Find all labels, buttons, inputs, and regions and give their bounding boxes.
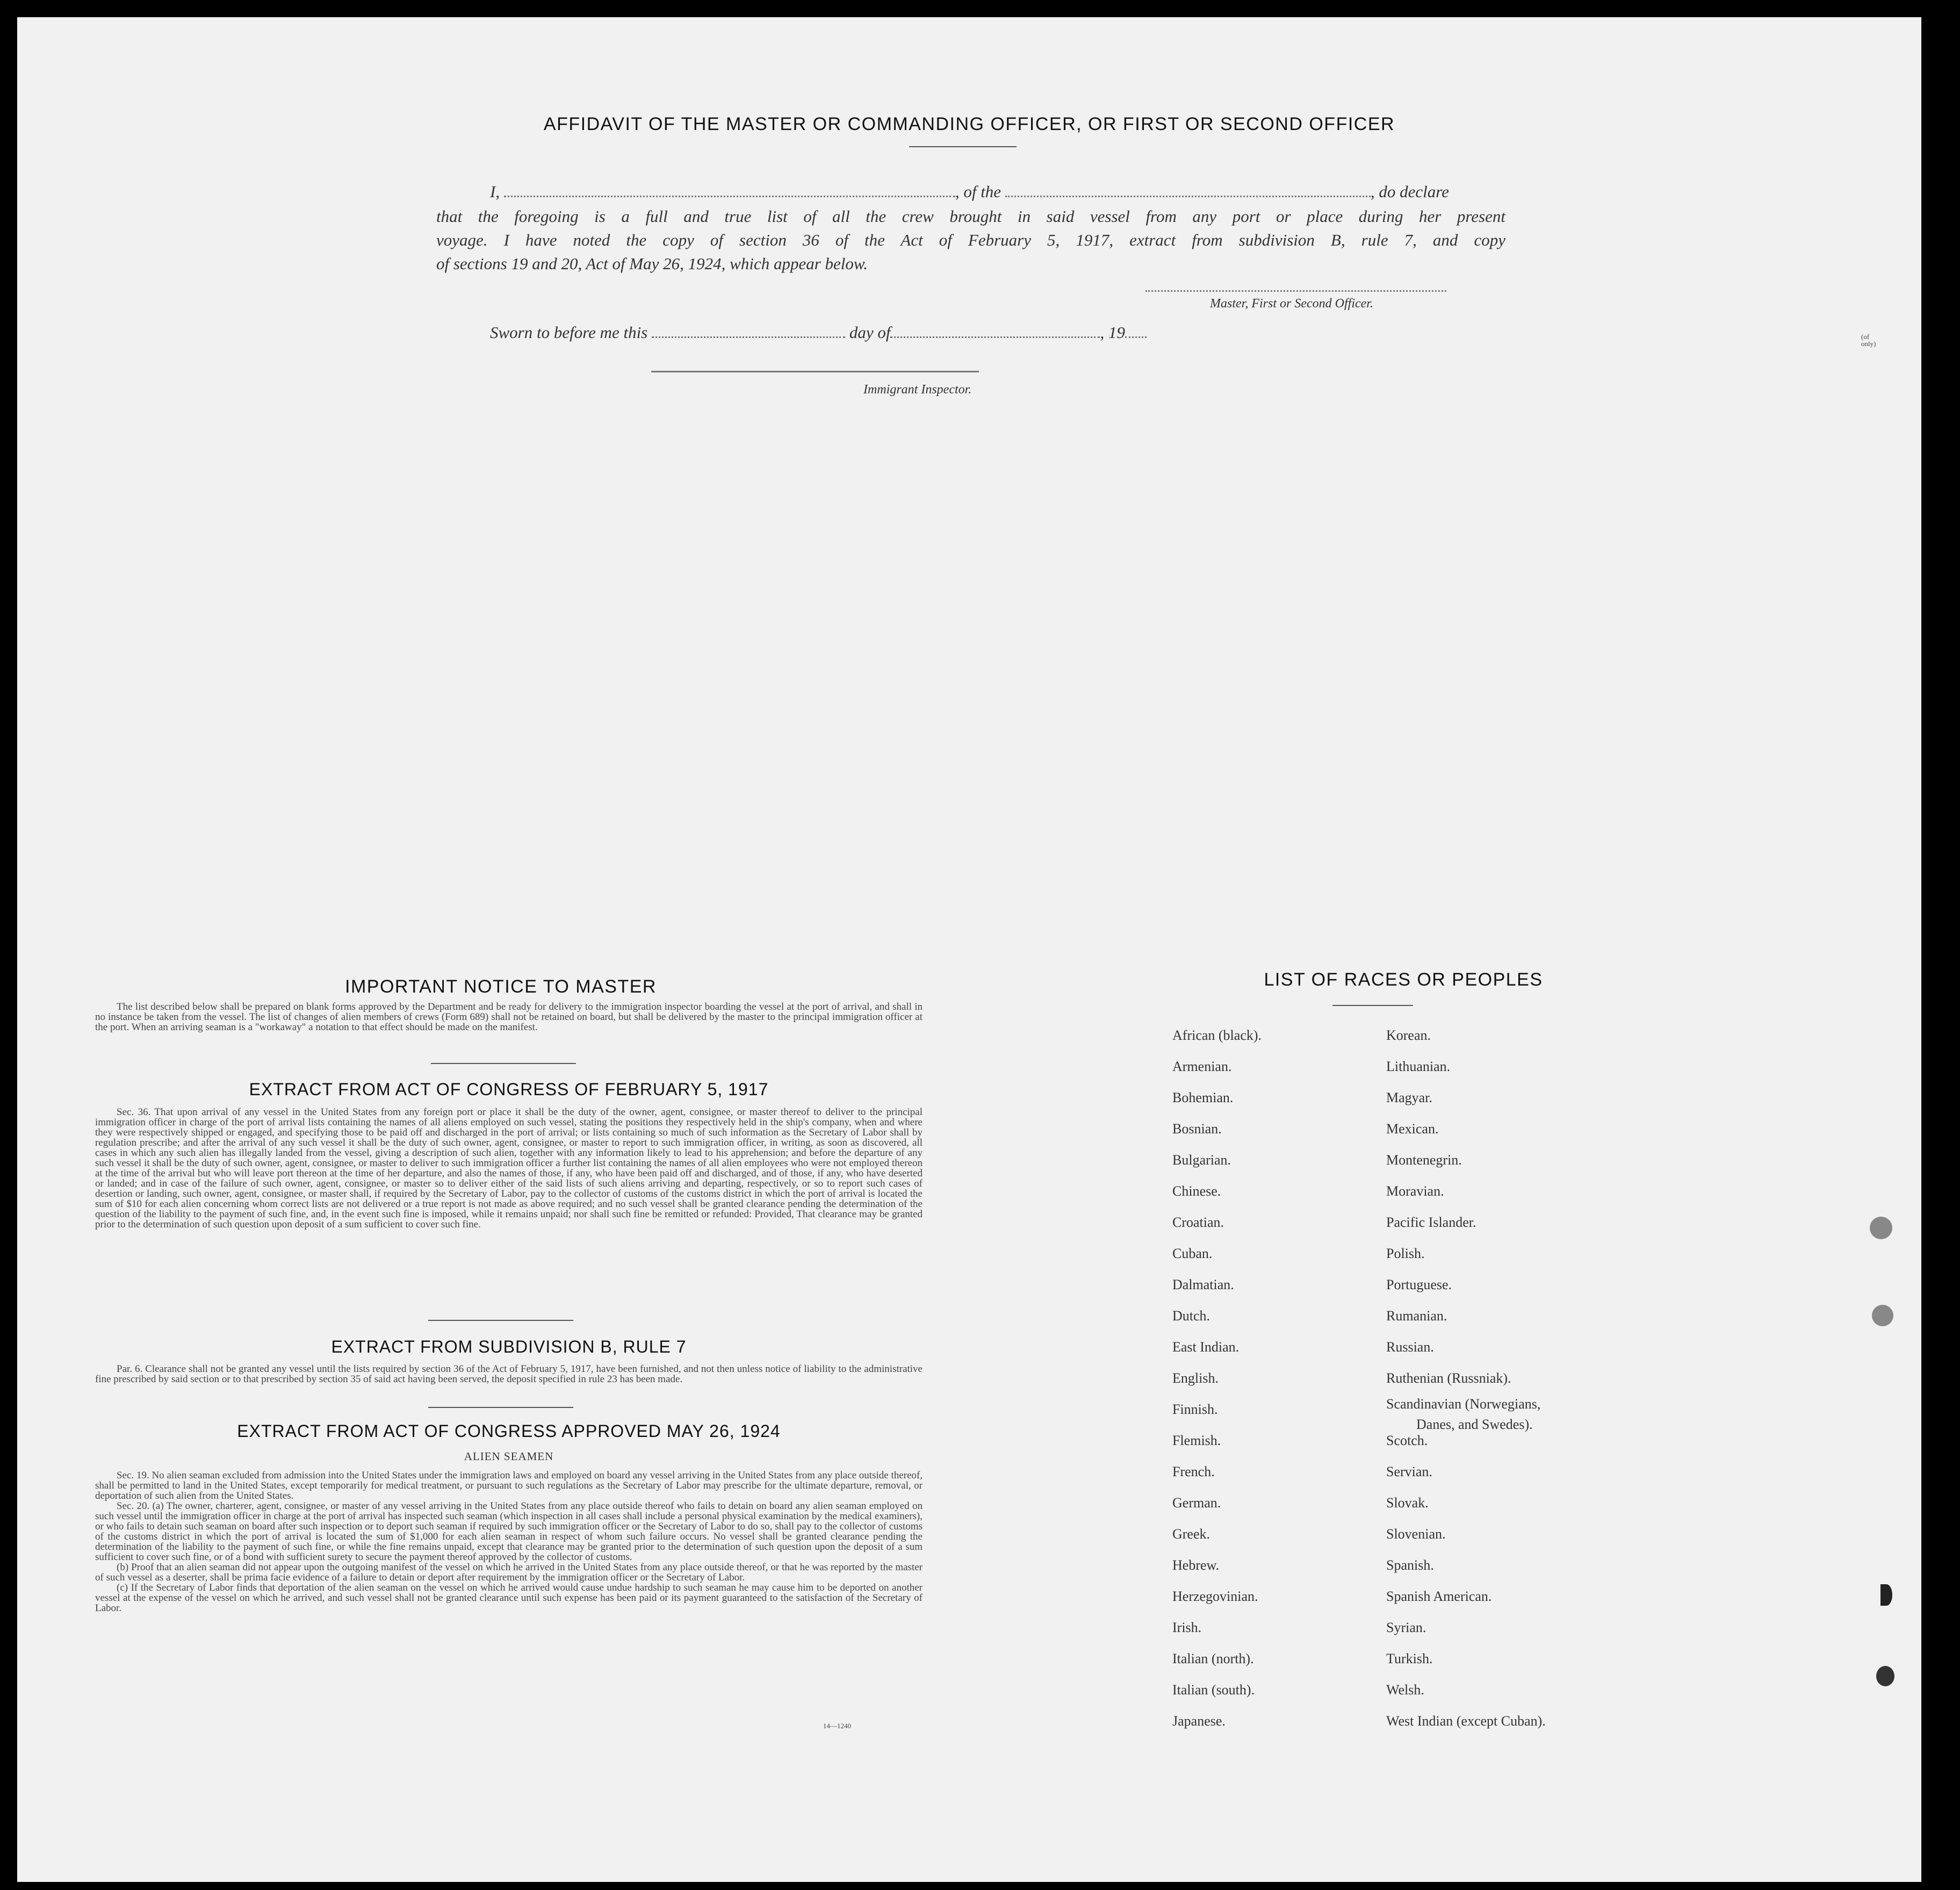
race-item: Irish. (1172, 1620, 1202, 1635)
binder-hole (1876, 1666, 1894, 1686)
race-item: Lithuanian. (1386, 1059, 1451, 1074)
month-blank[interactable] (890, 321, 1100, 338)
year-blank[interactable] (1125, 321, 1147, 338)
race-item: Italian (north). (1172, 1651, 1254, 1666)
inspector-signature-line[interactable] (651, 371, 979, 372)
race-item: Slovenian. (1386, 1526, 1446, 1542)
race-item: Moravian. (1386, 1183, 1444, 1199)
race-item: Scotch. (1386, 1433, 1428, 1448)
master-signature-label: Master, First or Second Officer. (1210, 297, 1373, 311)
day-blank[interactable] (652, 321, 845, 338)
race-item: Chinese. (1172, 1183, 1221, 1199)
race-item: Greek. (1172, 1526, 1210, 1542)
alien-seamen-subtitle: ALIEN SEAMEN (464, 1450, 554, 1463)
day-of-text: day of (849, 323, 891, 342)
race-item: Hebrew. (1172, 1557, 1220, 1573)
extract-1924-title: EXTRACT FROM ACT OF CONGRESS APPROVED MAY 26, 1924 (237, 1421, 781, 1441)
declare-do-declare: , do declare (1370, 182, 1449, 201)
section-divider (431, 1063, 576, 1064)
race-item: Armenian. (1172, 1059, 1232, 1074)
race-item: Italian (south). (1172, 1682, 1255, 1698)
race-item: Bohemian. (1172, 1090, 1234, 1105)
race-item: French. (1172, 1464, 1215, 1479)
races-divider (1332, 1005, 1413, 1006)
race-item: Magyar. (1386, 1090, 1432, 1105)
notice-title: IMPORTANT NOTICE TO MASTER (345, 976, 657, 997)
binder-hole (1870, 1217, 1892, 1239)
race-item: Croatian. (1172, 1215, 1224, 1230)
master-signature-line[interactable] (1145, 290, 1446, 292)
race-item: Rumanian. (1386, 1308, 1447, 1324)
race-item: German. (1172, 1495, 1221, 1511)
race-item: English. (1172, 1370, 1219, 1386)
extract-rule7-title: EXTRACT FROM SUBDIVISION B, RULE 7 (331, 1337, 687, 1356)
race-item: Montenegrin. (1386, 1152, 1462, 1168)
affidavit-title: AFFIDAVIT OF THE MASTER OR COMMANDING OFFICER, OR FIRST OR SECOND OFFICER (543, 114, 1395, 134)
declaration-line-4: of sections 19 and 20, Act of May 26, 1924, which appear below. (436, 254, 868, 273)
section-divider (428, 1320, 573, 1321)
binder-hole (1872, 1305, 1893, 1326)
sworn-line (490, 321, 1147, 342)
race-item: Russian. (1386, 1339, 1434, 1355)
extract-rule7-body (95, 1364, 923, 1384)
race-item: Servian. (1386, 1464, 1432, 1479)
declare-i: I, (490, 182, 500, 201)
race-item: African (black). (1172, 1027, 1262, 1043)
document-page (17, 17, 1921, 1882)
year-prefix: , 19 (1100, 323, 1125, 342)
title-divider (909, 146, 1017, 147)
declaration-line-1 (490, 181, 1449, 202)
margin-note: (of only) (1861, 333, 1876, 348)
sworn-text: Sworn to before me this (490, 323, 648, 342)
declaration-body (436, 205, 1505, 276)
notice-text: The list described below shall be prepared on blank forms approved by the Department and be ready for delivery to the immigration inspector boarding the vessel at the port of arrival, and shall in no instance be taken from the vessel. The list of changes of alien members of crews (Form 689) shall not be retained on board, but shall be delivered by the master to the principal immigration officer at the port. When an arriving seaman is a "workaway" a notation to that effect should be made on the manifest. (95, 1001, 923, 1033)
race-item: Spanish. (1386, 1557, 1434, 1573)
name-blank[interactable] (504, 181, 955, 197)
race-item: Slovak. (1386, 1495, 1429, 1511)
race-item: Turkish. (1386, 1651, 1433, 1666)
declaration-line-2: that the foregoing is a full and true list of all the crew brought in said vessel from any port or place during her present (436, 207, 1505, 226)
race-item: Bosnian. (1172, 1121, 1222, 1137)
sec-19-text: Sec. 19. No alien seaman excluded from admission into the United States under the immigration laws and employed on board any vessel arriving in the United States from any place outside thereof, shall be permitted to land in the United States, except temporarily for medical treatment, or pursuant to such regulations as the Secretary of Labor may prescribe for the ultimate departure, removal, or deportation of such alien from the United States. (95, 1470, 923, 1501)
binder-hole (1880, 1584, 1892, 1606)
race-item: Syrian. (1386, 1620, 1426, 1635)
notice-body (95, 1002, 923, 1032)
section-divider (428, 1407, 573, 1408)
sec-20c-text: (c) If the Secretary of Labor finds that deportation of the alien seaman on the vessel on which he arrived would cause undue hardship to such seaman he may cause him to be deported on another vessel at the expense of the vessel on which he arrived, and such vessel shall not be granted clearance until such expense has been paid or its payment guaranteed to the satisfaction of the Secretary of Labor. (95, 1582, 923, 1614)
race-item: East Indian. (1172, 1339, 1240, 1355)
race-item: Welsh. (1386, 1682, 1424, 1698)
race-item: Herzegovinian. (1172, 1589, 1258, 1604)
vessel-blank[interactable] (1005, 181, 1371, 197)
race-item: Cuban. (1172, 1246, 1213, 1261)
race-item-continuation: Danes, and Swedes). (1416, 1417, 1533, 1432)
race-item: Polish. (1386, 1246, 1425, 1261)
race-item: Portuguese. (1386, 1277, 1452, 1292)
race-item: Ruthenian (Russniak). (1386, 1370, 1511, 1386)
race-item: Korean. (1386, 1027, 1431, 1043)
race-item: West Indian (except Cuban). (1386, 1713, 1546, 1729)
race-item: Scandinavian (Norwegians, (1386, 1396, 1541, 1412)
race-item: Pacific Islander. (1386, 1215, 1476, 1230)
race-item: Bulgarian. (1172, 1152, 1231, 1168)
race-item: Dalmatian. (1172, 1277, 1234, 1292)
race-item: Mexican. (1386, 1121, 1439, 1137)
race-item: Flemish. (1172, 1433, 1221, 1448)
declare-of-the: , of the (955, 182, 1001, 201)
extract-1924-body (95, 1470, 923, 1613)
extract-1917-title: EXTRACT FROM ACT OF CONGRESS OF FEBRUARY 5, 1917 (249, 1080, 769, 1099)
races-title: LIST OF RACES OR PEOPLES (1264, 969, 1543, 990)
race-item: Finnish. (1172, 1402, 1218, 1417)
inspector-label: Immigrant Inspector. (863, 383, 972, 397)
race-item: Dutch. (1172, 1308, 1210, 1324)
form-number: 14—1240 (823, 1722, 851, 1730)
extract-1917-text: Sec. 36. That upon arrival of any vessel in the United States from any foreign port or place it shall be the duty of the owner, agent, consignee, or master thereof to deliver to the principal immigration officer in charge of the port of arrival lists containing the names of all aliens employed on such vessel, stating the positions they respectively held in the ship's company, when and where they were respectively shipped or engaged, and specifying those to be paid off and discharged in the port of arrival; or lists containing so much of such information as the Secretary of Labor shall by regulation prescribe; and after the arrival of any such vessel it shall be the duty of such owner, agent, consignee, or master to report to such immigration officer, in writing, as soon as discovered, all cases in which any such alien has illegally landed from the vessel, giving a description of such alien, together with any information likely to lead to his apprehension; and before the departure of any such vessel it shall be the duty of such owner, agent, consignee, or master to deliver to such immigration officer a further list containing the names of all alien employees who were not employed thereon at the time of the arrival but who will leave port thereon at the time of her departure, and also the names of those, if any, who have been paid off and discharged, and of those, if any, who have deserted or landed; and in case of the failure of such owner, agent, consignee, or master so to deliver either of the said lists of such aliens arriving and departing, respectively, or so to report such cases of desertion or landing, such owner, agent, consignee, or master shall, if required by the Secretary of Labor, pay to the collector of customs of the customs district in which the port of arrival is located the sum of $10 for each alien concerning whom correct lists are not delivered or a true report is not made as above required; and no such vessel shall be granted clearance pending the determination of the question of the liability to the payment of such fine, and, in the event such fine is imposed, while it remains unpaid; nor shall such fine be remitted or refunded: Provided, That clearance may be granted prior to the determination of such question upon deposit of a sum sufficient to cover such fine. (95, 1106, 923, 1230)
declaration-line-3: voyage. I have noted the copy of section 36 of the Act of February 5, 1917, extract from subdivision B, rule 7, and copy (436, 231, 1505, 249)
extract-rule7-text: Par. 6. Clearance shall not be granted any vessel until the lists required by section 36 of the Act of February 5, 1917, have been furnished, and not then unless notice of liability to the administrative fine prescribed by said section or to that prescribed by section 35 of said act having been served, the deposit specified in rule 23 has been made. (95, 1363, 923, 1385)
extract-1917-body (95, 1107, 923, 1230)
race-item: Spanish American. (1386, 1589, 1492, 1604)
sec-20b-text: (b) Proof that an alien seaman did not appear upon the outgoing manifest of the vessel on which he arrived in the United States from any place outside thereof, or that he was reported by the master of such vessel as a deserter, shall be prima facie evidence of a failure to detain or deport after requirement by the immigration officer or the Secretary of Labor. (95, 1562, 923, 1583)
sec-20a-text: Sec. 20. (a) The owner, charterer, agent, consignee, or master of any vessel arriving in the United States from any place outside thereof who fails to detain on board any alien seaman employed on such vessel until the immigration officer in charge at the port of arrival has inspected such seaman (which inspection in all cases shall include a personal physical examination by the medical examiners), or who fails to detain such seaman on board after such inspection or to deport such seaman if required by such immigration officer or the Secretary of Labor to do so, shall pay to the collector of customs of the customs district in which the port of arrival is located the sum of $1,000 for each alien seaman in respect of whom such failure occurs. No vessel shall be granted clearance pending the determination of the liability to the payment of such fine, or while the fine remains unpaid, except that clearance may be granted prior to the determination of such question upon the deposit of a sum sufficient to cover such fine, or of a bond with sufficient surety to secure the payment thereof approved by the collector of customs. (95, 1500, 923, 1563)
race-item: Japanese. (1172, 1713, 1226, 1729)
